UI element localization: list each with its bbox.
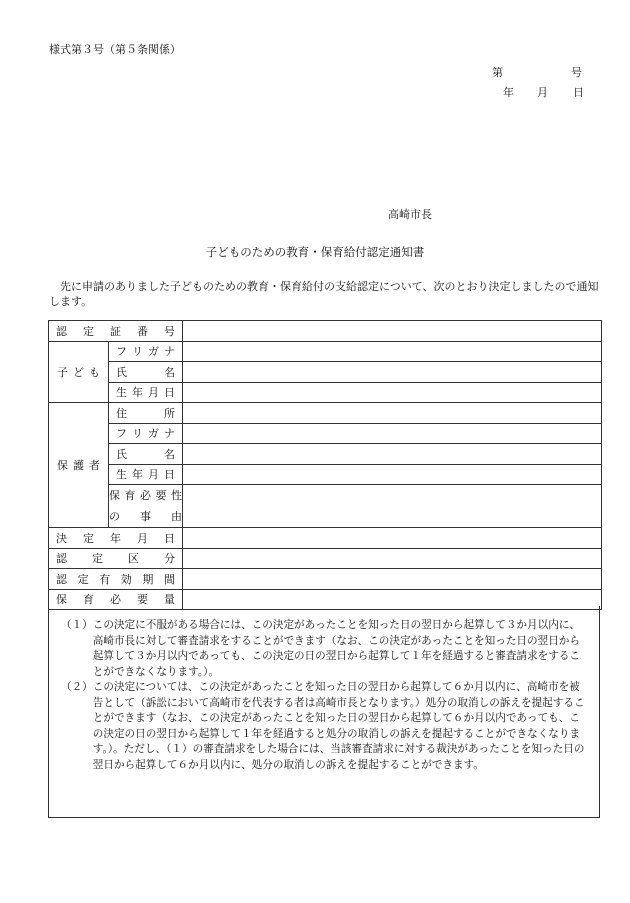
date-day: 日 <box>573 86 584 99</box>
issuer: 高崎市長 <box>388 208 432 221</box>
table-row <box>49 362 602 383</box>
document-title: 子どものための教育・保育給付認定通知書 <box>205 245 425 259</box>
value-cert-number <box>183 321 602 342</box>
table-label: 子 ど も <box>57 365 100 379</box>
table-row <box>49 321 602 342</box>
table-row <box>49 382 602 403</box>
value-guardian-furigana <box>183 423 602 444</box>
value-cert-category <box>183 548 602 569</box>
table-row <box>49 485 602 528</box>
value-child-name <box>183 362 602 383</box>
label-child-furigana <box>109 341 183 362</box>
value-valid-period <box>183 569 602 590</box>
table-label: フ リ ガ ナ <box>116 427 175 441</box>
table-label: 住 所 <box>116 406 175 420</box>
label-guardian-birth <box>109 464 183 485</box>
form-number: 様式第３号（第５条関係） <box>49 43 181 56</box>
table-row <box>49 528 602 549</box>
table-row <box>49 548 602 569</box>
table-row <box>49 423 602 444</box>
table-label: 認 定 証 番 号 <box>56 324 175 338</box>
table-label: 生 年 月 日 <box>116 468 175 482</box>
value-decision-date <box>183 528 602 549</box>
date-year: 年 <box>503 86 514 99</box>
table-label: 認 定 有 効 期 間 <box>56 572 175 586</box>
label-child-birth <box>109 382 183 403</box>
label-guardian-group <box>49 403 109 528</box>
note-item <box>61 618 589 680</box>
label-child-group <box>49 341 109 403</box>
note-number: （２） <box>61 681 93 693</box>
table-row <box>49 341 602 362</box>
value-child-birth <box>183 382 602 403</box>
table-row <box>49 569 602 590</box>
table-label: 決 定 年 月 日 <box>56 531 175 545</box>
label-guardian-address <box>109 403 183 424</box>
note-item <box>61 680 589 773</box>
label-decision-date <box>49 528 183 549</box>
value-need-reason <box>183 485 602 528</box>
table-label: 生 年 月 日 <box>116 386 175 400</box>
table-label: 氏 名 <box>116 447 175 461</box>
date-month: 月 <box>537 86 548 99</box>
value-guardian-birth <box>183 464 602 485</box>
label-cert-category <box>49 548 183 569</box>
label-cert-number <box>49 321 183 342</box>
label-need-reason <box>109 485 183 528</box>
value-child-furigana <box>183 341 602 362</box>
table-label: 保 育 必 要 量 <box>56 593 175 607</box>
value-guardian-name <box>183 444 602 465</box>
table-label: 認 定 区 分 <box>56 552 175 566</box>
intro-paragraph: 先に申請のありました子どものための教育・保育給付の支給認定について、次のとおり決定しましたので通知します。 <box>49 280 599 308</box>
table-label: フ リ ガ ナ <box>116 345 175 359</box>
number-suffix: 号 <box>571 66 582 79</box>
label-guardian-furigana <box>109 423 183 444</box>
table-row <box>49 403 602 424</box>
table-label: 氏 名 <box>116 365 175 379</box>
notes-box <box>48 606 600 818</box>
number-prefix: 第 <box>492 66 503 79</box>
label-child-name <box>109 362 183 383</box>
table-label: の 事 由 <box>109 510 182 523</box>
note-text: この決定に不服がある場合には、この決定があったことを知った日の翌日から起算して３か月以内に、高崎市長に対して審査請求をすることができます（なお、この決定があったことを知った日の翌日から起算して３か月以内であっても、この決定の日の翌日から起算して１年を経過すると審査請求をすることができなくなります。）。 <box>92 619 580 678</box>
table-label: 保 護 者 <box>57 459 100 472</box>
table-row <box>49 444 602 465</box>
table-label: 保 育 必 要 性 <box>109 489 182 502</box>
certification-table <box>48 320 602 610</box>
label-valid-period <box>49 569 183 590</box>
note-text: この決定については、この決定があったことを知った日の翌日から起算して６か月以内に、高崎市を被告として（訴訟において高崎市を代表する者は高崎市長となります。）処分の取消しの訴えを提起することができます（なお、この決定があったことを知った日の翌日から起算して６か月以内であっても、この決定の日の翌日から起算して１年を経過すると処分の取消しの訴えを提起することができなくなります。）。ただし、（１）の審査請求をした場合には、当該審査請求に対する裁決があったことを知った日の翌日から起算して６か月以内に、処分の取消しの訴えを提起することができます。 <box>92 681 585 771</box>
label-guardian-name <box>109 444 183 465</box>
note-number: （１） <box>61 619 93 631</box>
table-row <box>49 464 602 485</box>
value-guardian-address <box>183 403 602 424</box>
